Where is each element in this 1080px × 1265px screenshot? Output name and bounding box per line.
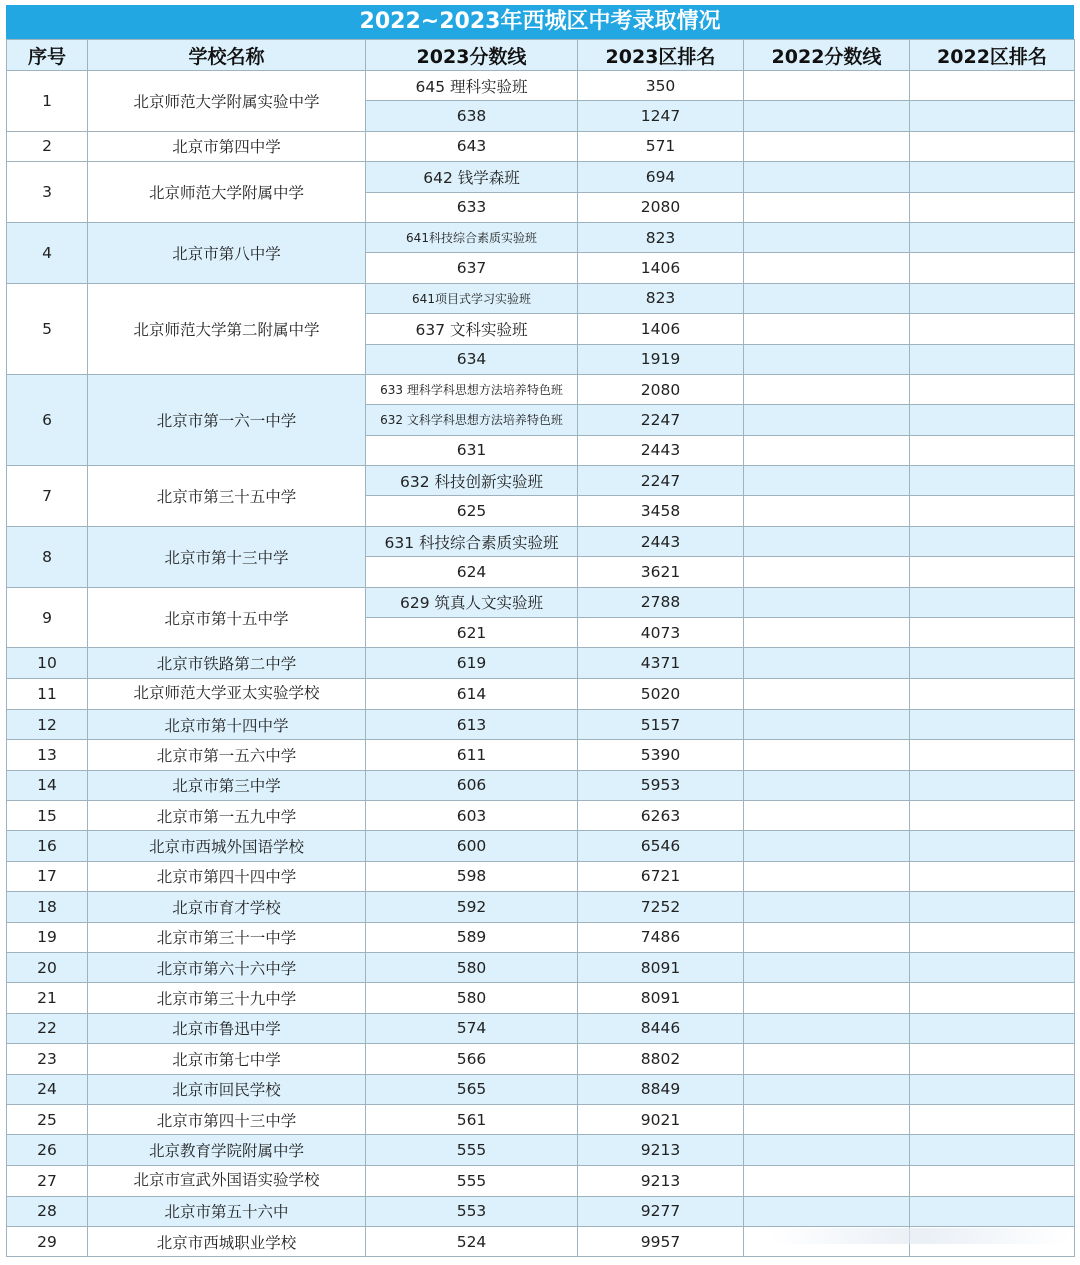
- rank-2022: [910, 71, 1075, 101]
- school-name: 北京市西城职业学校: [88, 1227, 366, 1257]
- rank-2023: 9213: [578, 1165, 744, 1196]
- row-number: 18: [7, 892, 88, 922]
- rank-2023: 6263: [578, 800, 744, 830]
- score-2022: [744, 1074, 910, 1104]
- rank-2023: 1406: [578, 253, 744, 283]
- row-number: 6: [7, 374, 88, 465]
- rank-2022: [910, 587, 1075, 617]
- score-2022: [744, 192, 910, 222]
- rank-2023: 823: [578, 222, 744, 252]
- row-number: 2: [7, 131, 88, 161]
- score-2023: 621: [366, 618, 578, 648]
- rank-2023: 1919: [578, 344, 744, 374]
- rank-2022: [910, 892, 1075, 922]
- score-2022: [744, 344, 910, 374]
- rank-2023: 9277: [578, 1196, 744, 1226]
- row-number: 25: [7, 1104, 88, 1134]
- rank-2023: 2443: [578, 526, 744, 556]
- rank-2022: [910, 222, 1075, 252]
- rank-2022: [910, 1104, 1075, 1134]
- rank-2023: 2247: [578, 405, 744, 435]
- table-row: [7, 162, 1075, 192]
- table-row: [7, 1074, 1075, 1104]
- score-2023: 641科技综合素质实验班: [366, 222, 578, 252]
- table-row: [7, 1013, 1075, 1043]
- score-2022: [744, 526, 910, 556]
- rank-2022: [910, 618, 1075, 648]
- score-2022: [744, 1104, 910, 1134]
- score-2023: 634: [366, 344, 578, 374]
- table-row: [7, 131, 1075, 161]
- rank-2022: [910, 922, 1075, 952]
- rank-2023: 571: [578, 131, 744, 161]
- rank-2022: [910, 1013, 1075, 1043]
- rank-2023: 2080: [578, 374, 744, 404]
- rank-2023: 9213: [578, 1135, 744, 1165]
- school-name: 北京市第十四中学: [88, 709, 366, 739]
- rank-2022: [910, 101, 1075, 131]
- score-2022: [744, 466, 910, 496]
- rank-2023: 2080: [578, 192, 744, 222]
- table-row: [7, 892, 1075, 922]
- rank-2022: [910, 740, 1075, 770]
- row-number: 7: [7, 466, 88, 527]
- score-2022: [744, 1135, 910, 1165]
- score-2022: [744, 131, 910, 161]
- rank-2022: [910, 983, 1075, 1013]
- table-row: [7, 1044, 1075, 1074]
- row-number: 4: [7, 222, 88, 283]
- table-row: [7, 222, 1075, 252]
- rank-2023: 5157: [578, 709, 744, 739]
- score-2022: [744, 1044, 910, 1074]
- school-name: 北京市回民学校: [88, 1074, 366, 1104]
- header-score-2022: 2022分数线: [744, 40, 910, 71]
- row-number: 28: [7, 1196, 88, 1226]
- rank-2022: [910, 770, 1075, 800]
- school-name: 北京市第三十五中学: [88, 466, 366, 527]
- table-row: [7, 374, 1075, 404]
- score-2022: [744, 162, 910, 192]
- score-2022: [744, 314, 910, 344]
- score-2023: 574: [366, 1013, 578, 1043]
- row-number: 17: [7, 861, 88, 891]
- row-number: 3: [7, 162, 88, 223]
- score-2022: [744, 648, 910, 678]
- rank-2023: 350: [578, 71, 744, 101]
- score-2022: [744, 800, 910, 830]
- school-name: 北京市鲁迅中学: [88, 1013, 366, 1043]
- table-row: [7, 861, 1075, 891]
- score-2023: 632 科技创新实验班: [366, 466, 578, 496]
- rank-2023: 4371: [578, 648, 744, 678]
- school-name: 北京市第一六一中学: [88, 374, 366, 465]
- score-2023: 598: [366, 861, 578, 891]
- score-2023: 580: [366, 983, 578, 1013]
- row-number: 22: [7, 1013, 88, 1043]
- rank-2022: [910, 526, 1075, 556]
- score-2022: [744, 557, 910, 587]
- row-number: 5: [7, 283, 88, 374]
- row-number: 26: [7, 1135, 88, 1165]
- score-2022: [744, 740, 910, 770]
- rank-2023: 6721: [578, 861, 744, 891]
- score-2022: [744, 71, 910, 101]
- score-2023: 637 文科实验班: [366, 314, 578, 344]
- score-2023: 631 科技综合素质实验班: [366, 526, 578, 556]
- score-2022: [744, 101, 910, 131]
- score-2023: 555: [366, 1135, 578, 1165]
- rank-2023: 1406: [578, 314, 744, 344]
- rank-2022: [910, 678, 1075, 709]
- rank-2022: [910, 1196, 1075, 1226]
- rank-2023: 3458: [578, 496, 744, 526]
- table-row: [7, 922, 1075, 952]
- rank-2023: 3621: [578, 557, 744, 587]
- score-2022: [744, 770, 910, 800]
- score-2023: 606: [366, 770, 578, 800]
- table-row: [7, 1104, 1075, 1134]
- score-2023: 633 理科学科思想方法培养特色班: [366, 374, 578, 404]
- row-number: 11: [7, 678, 88, 709]
- rank-2023: 9957: [578, 1227, 744, 1257]
- rank-2023: 823: [578, 283, 744, 313]
- rank-2022: [910, 162, 1075, 192]
- rank-2023: 8849: [578, 1074, 744, 1104]
- rank-2022: [910, 314, 1075, 344]
- school-name: 北京师范大学附属中学: [88, 162, 366, 223]
- table-row: [7, 1135, 1075, 1165]
- rank-2023: 2443: [578, 435, 744, 465]
- rank-2022: [910, 1044, 1075, 1074]
- row-number: 23: [7, 1044, 88, 1074]
- score-2022: [744, 1013, 910, 1043]
- rank-2022: [910, 344, 1075, 374]
- rank-2022: [910, 131, 1075, 161]
- row-number: 1: [7, 71, 88, 132]
- school-name: 北京市育才学校: [88, 892, 366, 922]
- rank-2022: [910, 648, 1075, 678]
- row-number: 29: [7, 1227, 88, 1257]
- header-row: [7, 40, 1075, 71]
- rank-2022: [910, 466, 1075, 496]
- rank-2023: 2247: [578, 466, 744, 496]
- table-row: [7, 800, 1075, 830]
- header-rank-2023: 2023区排名: [578, 40, 744, 71]
- rank-2023: 8802: [578, 1044, 744, 1074]
- score-2023: 566: [366, 1044, 578, 1074]
- score-2022: [744, 831, 910, 861]
- table-row: [7, 770, 1075, 800]
- school-name: 北京市第四十三中学: [88, 1104, 366, 1134]
- school-name: 北京市西城外国语学校: [88, 831, 366, 861]
- score-2022: [744, 678, 910, 709]
- header-score-2023: 2023分数线: [366, 40, 578, 71]
- rank-2022: [910, 283, 1075, 313]
- score-2022: [744, 861, 910, 891]
- school-name: 北京市第一五六中学: [88, 740, 366, 770]
- score-2023: 603: [366, 800, 578, 830]
- score-2023: 565: [366, 1074, 578, 1104]
- rank-2022: [910, 405, 1075, 435]
- score-2023: 600: [366, 831, 578, 861]
- row-number: 14: [7, 770, 88, 800]
- score-2022: [744, 1165, 910, 1196]
- score-2022: [744, 587, 910, 617]
- table-row: [7, 831, 1075, 861]
- table-row: [7, 466, 1075, 496]
- rank-2023: 1247: [578, 101, 744, 131]
- rank-2022: [910, 435, 1075, 465]
- rank-2022: [910, 861, 1075, 891]
- faded-watermark: [770, 1228, 1070, 1244]
- score-2023: 553: [366, 1196, 578, 1226]
- table-row: [7, 983, 1075, 1013]
- score-2022: [744, 283, 910, 313]
- rank-2023: 6546: [578, 831, 744, 861]
- rank-2023: 8091: [578, 952, 744, 982]
- score-2023: 624: [366, 557, 578, 587]
- score-2022: [744, 922, 910, 952]
- school-name: 北京师范大学第二附属中学: [88, 283, 366, 374]
- rank-2022: [910, 831, 1075, 861]
- table-row: [7, 1165, 1075, 1196]
- table-row: [7, 587, 1075, 617]
- score-2022: [744, 892, 910, 922]
- rank-2023: 8446: [578, 1013, 744, 1043]
- admission-table: [6, 39, 1075, 1257]
- table-row: [7, 283, 1075, 313]
- score-2022: [744, 983, 910, 1013]
- row-number: 16: [7, 831, 88, 861]
- rank-2023: 694: [578, 162, 744, 192]
- row-number: 13: [7, 740, 88, 770]
- score-2023: 589: [366, 922, 578, 952]
- score-2023: 637: [366, 253, 578, 283]
- rank-2023: 2788: [578, 587, 744, 617]
- score-2022: [744, 618, 910, 648]
- admission-table-sheet: [6, 5, 1074, 1257]
- row-number: 27: [7, 1165, 88, 1196]
- school-name: 北京师范大学附属实验中学: [88, 71, 366, 132]
- rank-2023: 9021: [578, 1104, 744, 1134]
- score-2022: [744, 222, 910, 252]
- score-2023: 631: [366, 435, 578, 465]
- rank-2023: 5953: [578, 770, 744, 800]
- score-2022: [744, 374, 910, 404]
- rank-2022: [910, 1165, 1075, 1196]
- score-2023: 625: [366, 496, 578, 526]
- score-2023: 642 钱学森班: [366, 162, 578, 192]
- school-name: 北京市第三十九中学: [88, 983, 366, 1013]
- table-row: [7, 709, 1075, 739]
- school-name: [88, 678, 366, 709]
- school-name: 北京市第十五中学: [88, 587, 366, 648]
- score-2023: 633: [366, 192, 578, 222]
- rank-2023: 5390: [578, 740, 744, 770]
- table-row: [7, 526, 1075, 556]
- row-number: 9: [7, 587, 88, 648]
- row-number: 15: [7, 800, 88, 830]
- school-name: 北京市第六十六中学: [88, 952, 366, 982]
- school-name: 北京市铁路第二中学: [88, 648, 366, 678]
- score-2023: 641项目式学习实验班: [366, 283, 578, 313]
- score-2023: 619: [366, 648, 578, 678]
- row-number: 8: [7, 526, 88, 587]
- rank-2022: [910, 557, 1075, 587]
- rank-2023: 4073: [578, 618, 744, 648]
- score-2023: 555: [366, 1165, 578, 1196]
- score-2023: 629 筑真人文实验班: [366, 587, 578, 617]
- score-2022: [744, 1196, 910, 1226]
- score-2022: [744, 952, 910, 982]
- table-row: [7, 71, 1075, 101]
- rank-2022: [910, 1074, 1075, 1104]
- school-name: 北京市第一五九中学: [88, 800, 366, 830]
- score-2023: 592: [366, 892, 578, 922]
- score-2023: 524: [366, 1227, 578, 1257]
- rank-2022: [910, 952, 1075, 982]
- school-name-text: 北京师范大学亚太实验学校: [133, 684, 320, 702]
- score-2023: 645 理科实验班: [366, 71, 578, 101]
- rank-2022: [910, 253, 1075, 283]
- rank-2023: 5020: [578, 678, 744, 709]
- table-row: [7, 952, 1075, 982]
- table-title: 2022~2023年西城区中考录取情况: [6, 5, 1074, 39]
- score-2022: [744, 435, 910, 465]
- rank-2022: [910, 709, 1075, 739]
- score-2022: [744, 253, 910, 283]
- rank-2022: [910, 800, 1075, 830]
- rank-2023: 8091: [578, 983, 744, 1013]
- school-name: 北京市第三十一中学: [88, 922, 366, 952]
- header-no: 序号: [7, 40, 88, 71]
- school-name: 北京市第三中学: [88, 770, 366, 800]
- rank-2022: [910, 1135, 1075, 1165]
- header-school: 学校名称: [88, 40, 366, 71]
- score-2023: 580: [366, 952, 578, 982]
- score-2023: 638: [366, 101, 578, 131]
- header-rank-2022: 2022区排名: [910, 40, 1075, 71]
- row-number: 10: [7, 648, 88, 678]
- score-2023: 561: [366, 1104, 578, 1134]
- table-row: [7, 678, 1075, 709]
- school-name: 北京市第十三中学: [88, 526, 366, 587]
- score-2022: [744, 405, 910, 435]
- row-number: 20: [7, 952, 88, 982]
- school-name: 北京市第五十六中: [88, 1196, 366, 1226]
- school-name: 北京教育学院附属中学: [88, 1135, 366, 1165]
- score-2022: [744, 709, 910, 739]
- table-row: [7, 648, 1075, 678]
- table-row: [7, 740, 1075, 770]
- school-name: 北京市第八中学: [88, 222, 366, 283]
- rank-2023: 7252: [578, 892, 744, 922]
- school-name-text: 北京市宣武外国语实验学校: [133, 1171, 320, 1189]
- score-2023: 611: [366, 740, 578, 770]
- school-name: 北京市第四十四中学: [88, 861, 366, 891]
- row-number: 19: [7, 922, 88, 952]
- rank-2022: [910, 192, 1075, 222]
- rank-2022: [910, 374, 1075, 404]
- score-2022: [744, 496, 910, 526]
- row-number: 12: [7, 709, 88, 739]
- score-2023: 613: [366, 709, 578, 739]
- rank-2022: [910, 496, 1075, 526]
- score-2023: 643: [366, 131, 578, 161]
- score-2023: 614: [366, 678, 578, 709]
- row-number: 21: [7, 983, 88, 1013]
- row-number: 24: [7, 1074, 88, 1104]
- table-row: [7, 1196, 1075, 1226]
- rank-2023: 7486: [578, 922, 744, 952]
- score-2023: 632 文科学科思想方法培养特色班: [366, 405, 578, 435]
- school-name: [88, 1165, 366, 1196]
- school-name: 北京市第四中学: [88, 131, 366, 161]
- school-name: 北京市第七中学: [88, 1044, 366, 1074]
